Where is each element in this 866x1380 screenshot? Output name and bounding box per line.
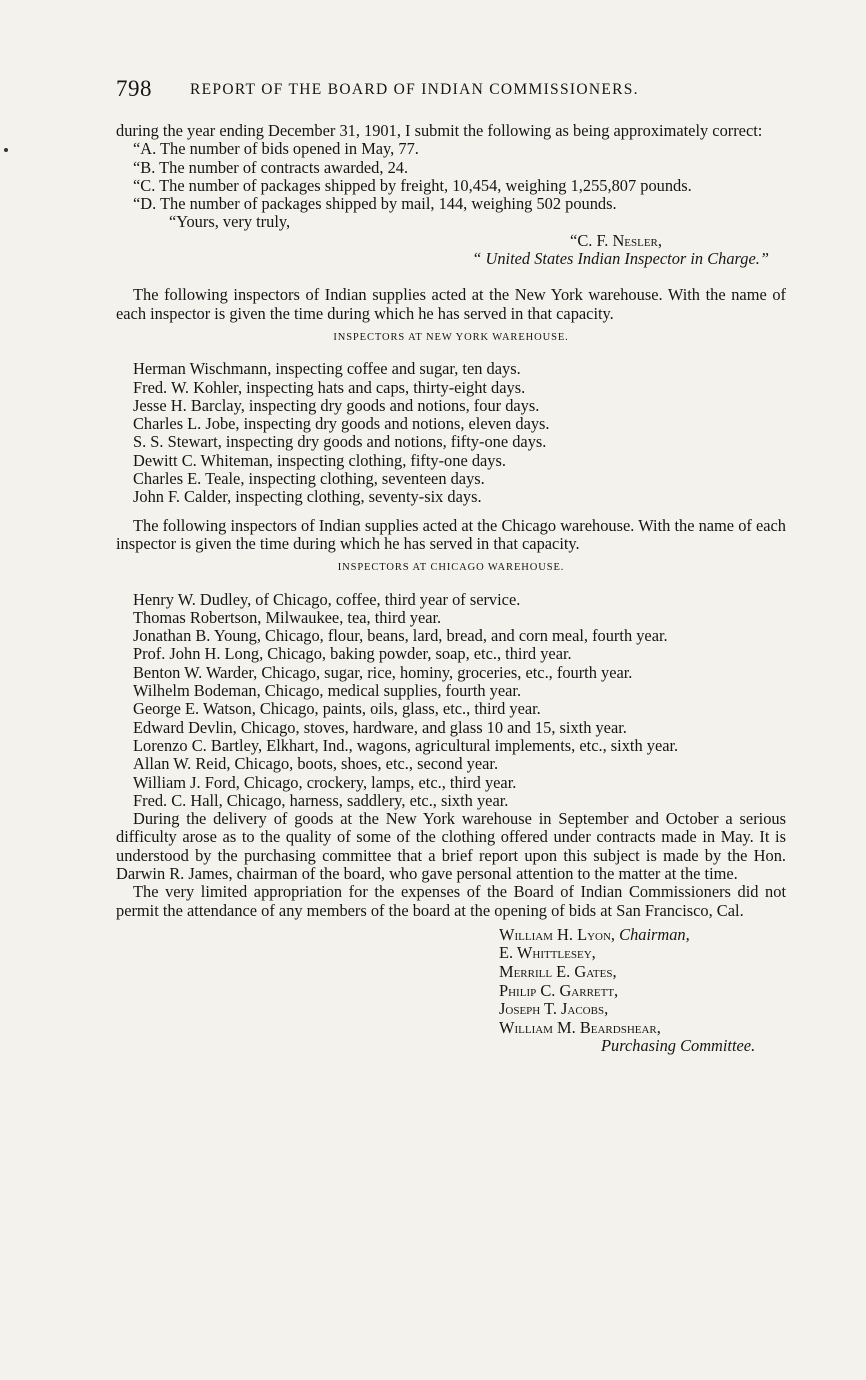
ny-intro: The following inspectors of Indian supplies acted at the New York warehouse. With the name of each inspector is given the time during which he has served in that capacity. — [116, 285, 786, 323]
chicago-inspector-list — [116, 591, 786, 737]
list-item: Allan W. Reid, Chicago, boots, shoes, etc., second year. — [133, 754, 499, 774]
committee-member: Merrill E. Gates, — [499, 962, 617, 982]
appropriation-paragraph: The very limited appropriation for the expenses of the Board of Indian Commissioners did not permit the attendance of any members of the board at the opening of bids at San Francisco, Cal. — [116, 882, 786, 920]
list-item: Fred. W. Kohler, inspecting hats and caps, thirty-eight days. — [133, 377, 526, 397]
list-item: Fred. C. Hall, Chicago, harness, saddlery, etc., sixth year. — [133, 790, 509, 810]
committee-member: William M. Beardshear, — [499, 1017, 661, 1037]
letter-closing: “Yours, very truly, — [169, 212, 291, 232]
committee-signatures — [116, 926, 786, 1056]
margin-mark — [4, 148, 8, 152]
committee-name: Purchasing Committee. — [601, 1036, 756, 1056]
list-item: Wilhelm Bodeman, Chicago, medical supplies, fourth year. — [133, 681, 522, 701]
committee-chair — [499, 926, 786, 945]
list-item: Henry W. Dudley, of Chicago, coffee, third year of service. — [133, 589, 521, 609]
ny-heading: INSPECTORS AT NEW YORK WAREHOUSE. — [333, 331, 569, 343]
page-number: 798 — [116, 76, 152, 101]
page-body — [116, 122, 786, 1056]
list-item: George E. Watson, Chicago, paints, oils, glass, etc., third year. — [133, 699, 541, 719]
letter-signature-name: “C. F. Nesler, — [570, 230, 662, 250]
page-header — [116, 76, 796, 104]
list-item: Prof. John H. Long, Chicago, baking powder, soap, etc., third year. — [133, 644, 572, 664]
list-item: Charles L. Jobe, inspecting dry goods and notions, eleven days. — [133, 414, 550, 434]
letter-item: “B. The number of contracts awarded, 24. — [133, 157, 409, 177]
clothing-paragraph: During the delivery of goods at the New York warehouse in September and October a serious difficulty arose as to the quality of some of the clothing offered under contracts made in May. It is understood by the purchasing committee that a brief report upon this subject is made by the Hon. Darwin R. James, chairman of the board, who gave personal attention to the matter at the time. — [116, 809, 786, 883]
running-head: REPORT OF THE BOARD OF INDIAN COMMISSIONERS. — [190, 81, 639, 98]
list-item: Jonathan B. Young, Chicago, flour, beans, lard, bread, and corn meal, fourth year. — [133, 626, 668, 646]
committee-chair-role: Chairman, — [619, 924, 690, 944]
letter-item: “D. The number of packages shipped by mail, 144, weighing 502 pounds. — [133, 194, 617, 214]
committee-member: Philip C. Garrett, — [499, 980, 619, 1000]
chicago-intro: The following inspectors of Indian supplies acted at the Chicago warehouse. With the name of each inspector is given the time during which he has served in that capacity. — [116, 515, 786, 553]
committee-member: Joseph T. Jacobs, — [499, 999, 609, 1019]
chicago-inspector-list-continued — [116, 755, 786, 810]
committee-chair-name: William H. Lyon, — [499, 924, 616, 944]
letter-item: “C. The number of packages shipped by freight, 10,454, weighing 1,255,807 pounds. — [133, 175, 692, 195]
chicago-heading: INSPECTORS AT CHICAGO WAREHOUSE. — [337, 562, 565, 574]
list-item: Lorenzo C. Bartley, Elkhart, Ind., wagons, agricultural implements, etc., sixth year. — [133, 735, 679, 755]
list-item: S. S. Stewart, inspecting dry goods and notions, fifty-one days. — [133, 432, 547, 452]
list-item: Herman Wischmann, inspecting coffee and sugar, ten days. — [133, 359, 521, 379]
list-item: Benton W. Warder, Chicago, sugar, rice, hominy, groceries, etc., fourth year. — [133, 662, 633, 682]
list-item: John F. Calder, inspecting clothing, seventy-six days. — [133, 487, 482, 507]
spacer — [116, 268, 786, 286]
list-item: Dewitt C. Whiteman, inspecting clothing, fifty-one days. — [133, 450, 506, 470]
list-item: Charles E. Teale, inspecting clothing, seventeen days. — [133, 469, 485, 489]
letter-item: “A. The number of bids opened in May, 77. — [133, 139, 419, 159]
list-item: Thomas Robertson, Milwaukee, tea, third year. — [133, 607, 442, 627]
list-item: Edward Devlin, Chicago, stoves, hardware, and glass 10 and 15, sixth year. — [133, 717, 627, 737]
committee-member: E. Whittlesey, — [499, 943, 596, 963]
ny-inspector-list — [116, 360, 786, 506]
letter-intro: during the year ending December 31, 1901, I submit the following as being approximately correct: — [116, 121, 763, 140]
letter-signature-title: “ United States Indian Inspector in Charge.” — [472, 249, 769, 269]
list-item: Jesse H. Barclay, inspecting dry goods and notions, four days. — [133, 395, 540, 415]
list-item: William J. Ford, Chicago, crockery, lamps, etc., third year. — [133, 772, 517, 792]
